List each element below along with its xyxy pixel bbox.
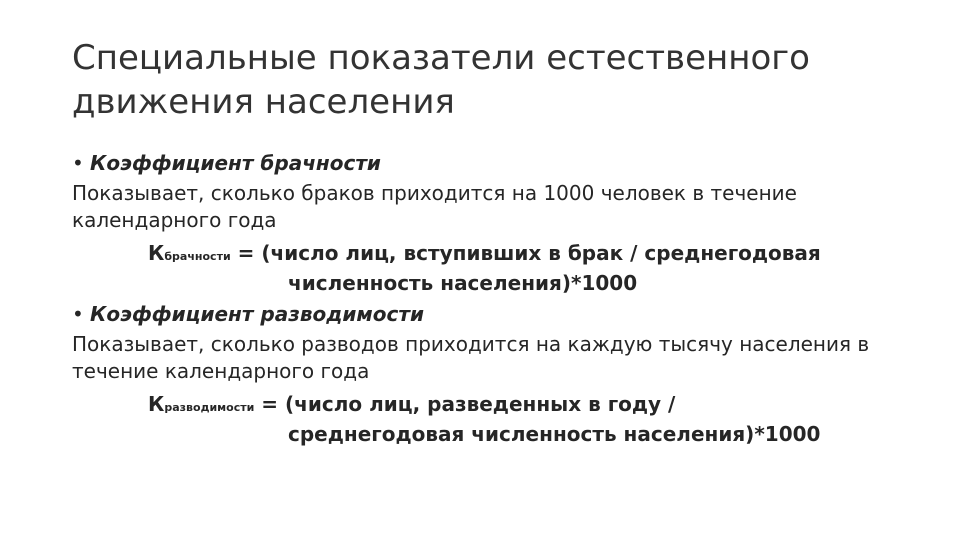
formula-subscript: разводимости xyxy=(164,401,255,414)
formula-symbol: К xyxy=(148,241,165,265)
divorce-rate-formula xyxy=(72,391,902,448)
bullet-marriage-rate xyxy=(72,150,902,177)
bullet-dot: • xyxy=(72,302,84,326)
formula-line-2: численность населения)*1000 xyxy=(288,271,638,295)
divorce-rate-description: Показывает, сколько разводов приходится на каждую тысячу населения в течение календарного года xyxy=(72,332,870,383)
marriage-rate-formula xyxy=(72,240,902,297)
divorce-rate-heading: Коэффициент разводимости xyxy=(90,302,424,326)
bullet-dot: • xyxy=(72,151,84,175)
marriage-rate-heading: Коэффициент брачности xyxy=(90,151,381,175)
formula-text: = (число лиц, вступивших в брак / среднегодовая xyxy=(230,241,821,265)
bullet-divorce-rate xyxy=(72,301,902,328)
slide-title: Специальные показатели естественного движения населения xyxy=(72,38,810,122)
formula-line-1 xyxy=(72,391,902,421)
marriage-rate-description: Показывает, сколько браков приходится на 1000 человек в течение календарного года xyxy=(72,181,797,232)
formula-subscript: брачности xyxy=(164,250,231,263)
slide-content xyxy=(72,150,902,452)
formula-text: = (число лиц, разведенных в году / xyxy=(254,392,676,416)
formula-symbol: К xyxy=(148,392,165,416)
formula-line-2: среднегодовая численность населения)*1000 xyxy=(288,422,821,446)
formula-line-1 xyxy=(72,240,902,270)
